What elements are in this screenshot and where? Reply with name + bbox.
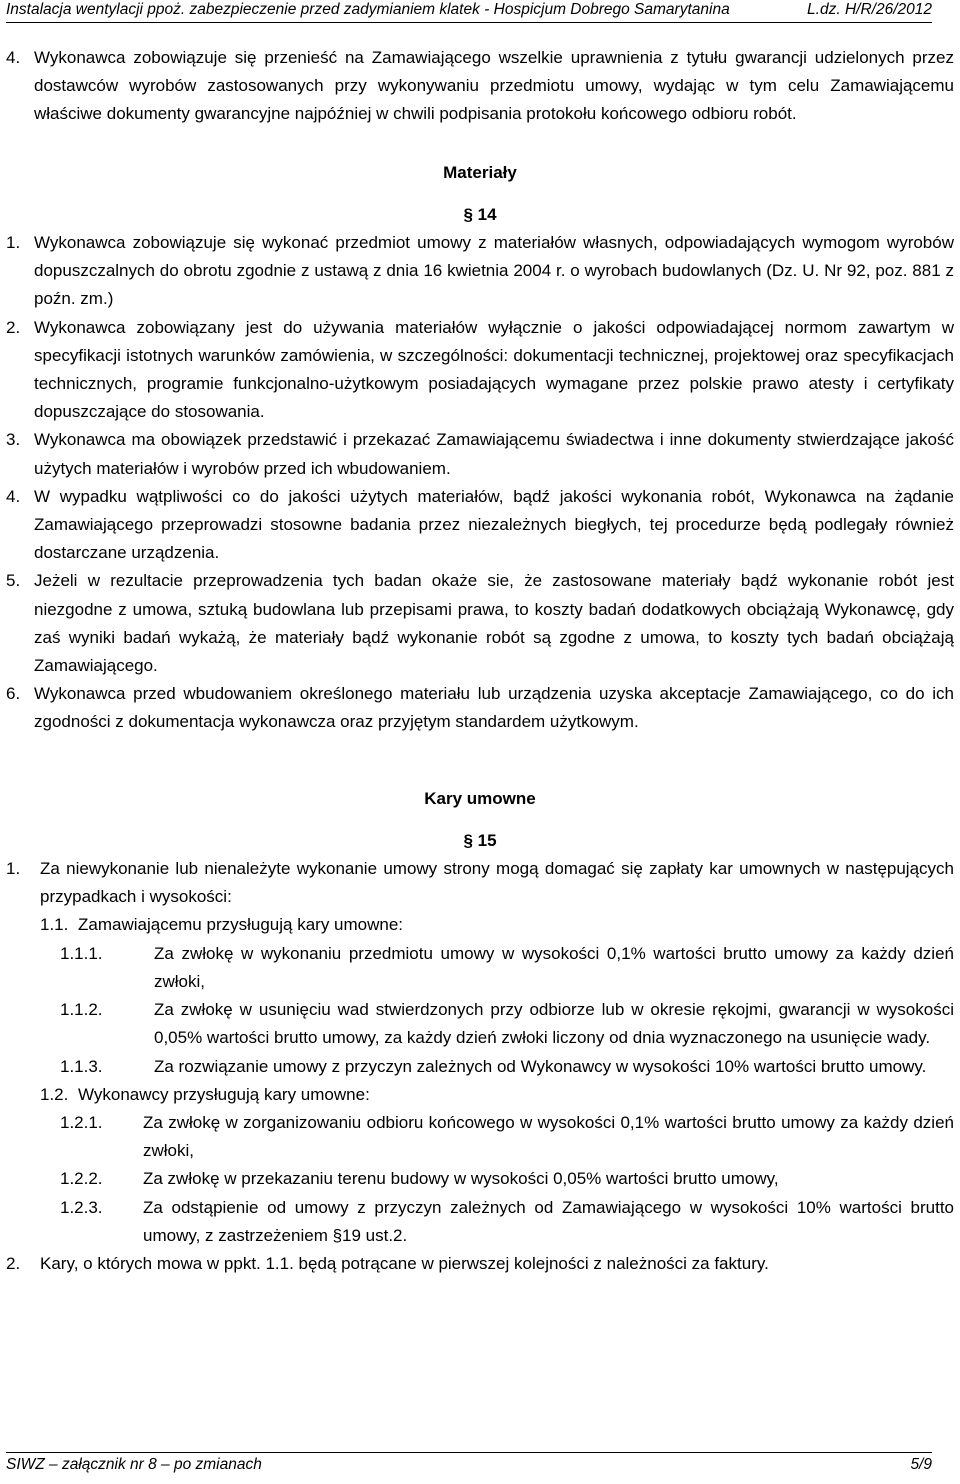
page-footer <box>6 1452 932 1477</box>
sub-sub-item <box>6 1109 954 1165</box>
item-text: Za rozwiązanie umowy z przyczyn zależnych od Wykonawcy w wysokości 10% wartości brutto umowy. <box>154 1056 927 1076</box>
item-number: 1.2.2. <box>60 1169 103 1189</box>
materials-heading: Materiały <box>443 162 517 182</box>
item-number: 1.1.2. <box>60 1000 103 1020</box>
item-text: Wykonawca ma obowiązek przedstawić i przekazać Zamawiającemu świadectwa i inne dokumenty stwierdzające jakość użytych materiałów i wyrobów przed ich wbudowaniem. <box>34 430 954 478</box>
item-text: Wykonawca zobowiązany jest do używania materiałów wyłącznie o jakości odpowiadającej normom zawartym w specyfikacji istotnych warunków zamówienia, w szczególności: dokumentacji technicznej, projektowej oraz specyfikacjach technicznych, programie funkcjonalno-użytkowym posiadających wymagane przez polskie prawo atesty i certyfikaty dopuszczające do stosowania. <box>34 317 954 422</box>
item-number: 1.1.3. <box>60 1056 103 1076</box>
item-text: Za zwłokę w przekazaniu terenu budowy w wysokości 0,05% wartości brutto umowy, <box>143 1169 779 1189</box>
sub-item <box>6 1081 954 1109</box>
page-header <box>6 0 932 23</box>
list-item <box>6 855 954 911</box>
list-item <box>6 314 954 427</box>
item-number: 1. <box>6 233 21 253</box>
list-item <box>6 1250 954 1278</box>
item-text: Za odstąpienie od umowy z przyczyn zależnych od Zamawiającego w wysokości 10% wartości brutto umowy, z zastrzeżeniem §19 ust.2. <box>143 1197 954 1245</box>
materials-section-number: § 14 <box>463 204 497 224</box>
list-item <box>6 426 954 482</box>
item-number: 1.2.3. <box>60 1197 103 1217</box>
materials-list <box>6 229 954 737</box>
penalties-list <box>6 855 954 1278</box>
item-text: Jeżeli w rezultacie przeprowadzenia tych badan okaże sie, że zastosowane materiały bądź wykonanie robót jest niezgodne z umowa, sztuką budowlana lub przepisami prawa, to koszty badań dodatkowych obciążają Wykonawcę, gdy zaś wyniki badań wykażą, że materiały bądź wykonanie robót są zgodne z umowa, to koszty tych badań obciążają Zamawiającego. <box>34 571 954 676</box>
intro-paragraph <box>6 44 954 129</box>
list-item <box>6 483 954 568</box>
sub-sub-item <box>6 1194 954 1250</box>
list-item <box>6 680 954 736</box>
item-number: 2. <box>6 1253 21 1273</box>
sub-sub-item <box>6 1053 954 1081</box>
item-number: 1.1. <box>40 915 69 935</box>
penalties-heading: Kary umowne <box>424 788 536 808</box>
penalties-section-number: § 15 <box>463 830 497 850</box>
item-text: W wypadku wątpliwości co do jakości użytych materiałów, bądź jakości wykonania robót, Wykonawca na żądanie Zamawiającego przeprowadzi stosowne badania przez niezależnych biegłych, tej procedurze będą podlegały również dostarczane urządzenia. <box>34 486 954 563</box>
item-text: Za zwłokę w usunięciu wad stwierdzonych przy odbiorze lub w okresie rękojmi, gwarancji w wysokości 0,05% wartości brutto umowy, za każdy dzień zwłoki liczony od dnia wyznaczonego na usunięcie wady. <box>154 1000 954 1048</box>
sub-sub-item <box>6 1165 954 1193</box>
item-text: Wykonawca zobowiązuje się wykonać przedmiot umowy z materiałów własnych, odpowiadających wymogom wyrobów dopuszczalnych do obrotu zgodnie z ustawą z dnia 16 kwietnia 2004 r. o wyrobach budowlanych (Dz. U. Nr 92, poz. 881 z poźn. zm.) <box>34 233 954 309</box>
item-text: Za zwłokę w zorganizowaniu odbioru końcowego w wysokości 0,1% wartości brutto umowy za każdy dzień zwłoki, <box>143 1112 954 1161</box>
document-body <box>6 44 954 1278</box>
paragraph-number: 4. <box>6 48 21 67</box>
item-number: 1.2. <box>40 1084 69 1104</box>
item-number: 2. <box>6 317 21 337</box>
item-number: 1.1.1. <box>60 943 103 963</box>
header-ref: L.dz. H/R/26/2012 <box>807 1 932 18</box>
sub-sub-item <box>6 940 954 996</box>
item-number: 5. <box>6 571 21 591</box>
footer-document-label: SIWZ – załącznik nr 8 – po zmianach <box>6 1456 262 1473</box>
list-item <box>6 567 954 680</box>
page-number: 5/9 <box>910 1456 932 1473</box>
item-number: 1.2.1. <box>60 1112 103 1132</box>
item-text: Kary, o których mowa w ppkt. 1.1. będą potrącane w pierwszej kolejności z należności za faktury. <box>40 1253 769 1273</box>
item-text: Wykonawcy przysługują kary umowne: <box>78 1084 370 1104</box>
item-number: 6. <box>6 684 21 704</box>
header-title: Instalacja wentylacji ppoż. zabezpieczenie przed zadymianiem klatek - Hospicjum Dobrego Samarytanina <box>6 1 730 18</box>
sub-sub-item <box>6 996 954 1052</box>
item-text: Wykonawca przed wbudowaniem określonego materiału lub urządzenia uzyska akceptacje Zamawiającego, co do ich zgodności z dokumentacja wykonawcza oraz przyjętym standardem użytkowym. <box>34 684 954 732</box>
list-item <box>6 229 954 314</box>
item-number: 3. <box>6 430 21 450</box>
paragraph-text: Wykonawca zobowiązuje się przenieść na Zamawiającego wszelkie uprawnienia z tytułu gwarancji udzielonych przez dostawców wyrobów zastosowanych przy wykonywaniu przedmiotu umowy, wydając w tym celu Zamawiającemu właściwe dokumenty gwarancyjne najpóźniej w chwili podpisania protokołu końcowego odbioru robót. <box>34 48 954 124</box>
item-number: 1. <box>6 859 21 879</box>
item-number: 4. <box>6 486 21 506</box>
sub-item <box>6 911 954 939</box>
item-text: Zamawiającemu przysługują kary umowne: <box>78 915 404 935</box>
item-text: Za niewykonanie lub nienależyte wykonanie umowy strony mogą domagać się zapłaty kar umownych w następujących przypadkach i wysokości: <box>40 859 954 907</box>
item-text: Za zwłokę w wykonaniu przedmiotu umowy w wysokości 0,1% wartości brutto umowy za każdy dzień zwłoki, <box>154 943 954 991</box>
